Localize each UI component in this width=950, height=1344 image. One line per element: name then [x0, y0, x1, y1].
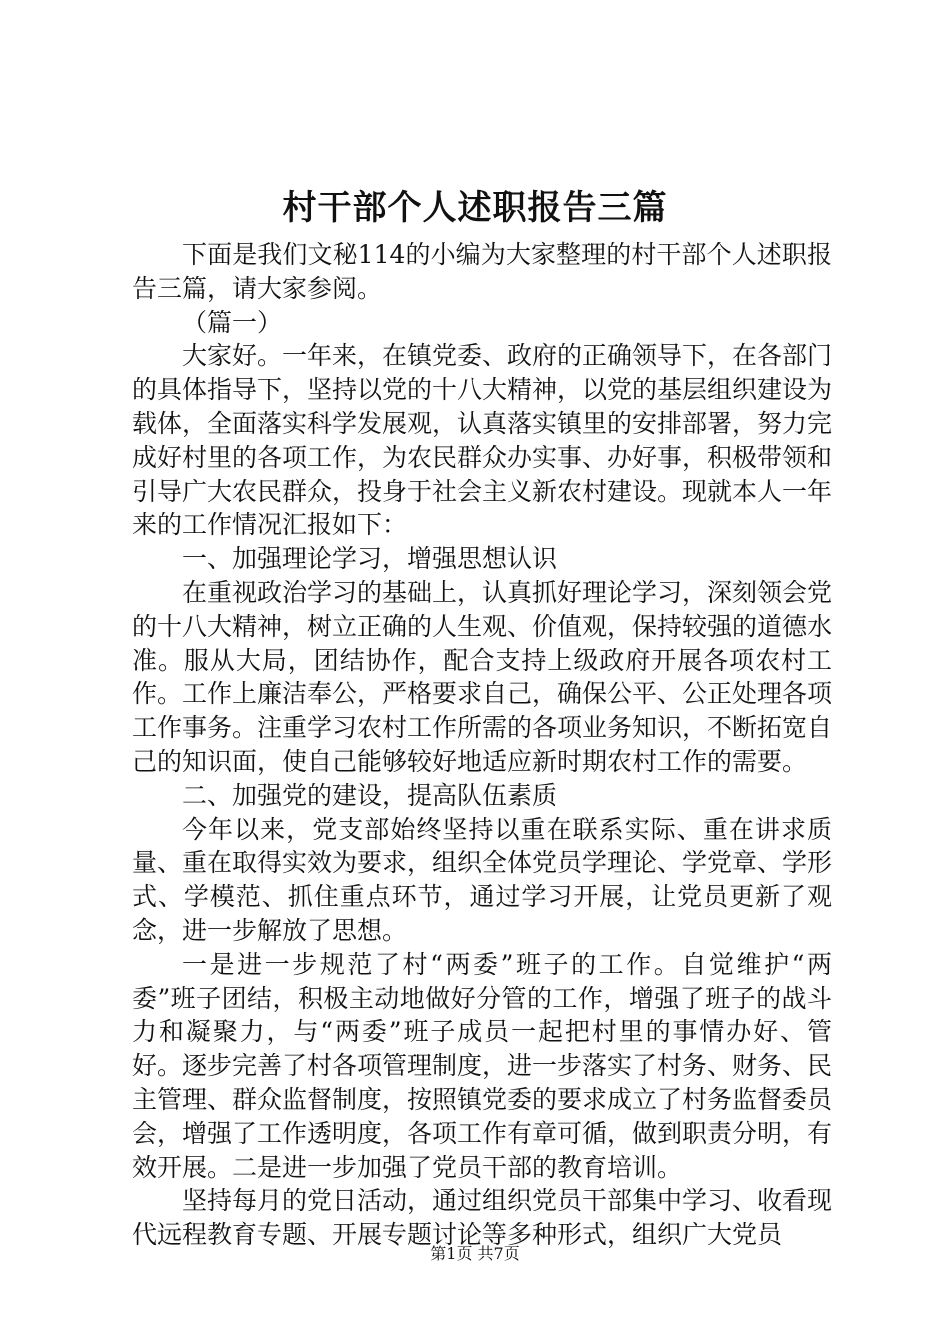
paragraph-party-building: 今年以来，党支部始终坚持以重在联系实际、重在讲求质量、重在取得实效为要求，组织全体党员学理论、学党章、学形式、学模范、抓住重点环节，通过学习开展，让党员更新了观念，进一步解放了思想。: [132, 814, 833, 945]
document-body: [132, 238, 832, 1252]
heading-section-two: 二、加强党的建设，提高队伍素质: [182, 780, 558, 810]
heading-section-one: 一、加强理论学习，增强思想认识: [182, 544, 558, 574]
paragraph-monthly-activity: 坚持每月的党日活动，通过组织党员干部集中学习、收看现代远程教育专题、开展专题讨论等多种形式，组织广大党员: [132, 1186, 833, 1250]
document-title: 村干部个人述职报告三篇: [282, 188, 668, 228]
paragraph-greeting: 大家好。一年来，在镇党委、政府的正确领导下，在各部门的具体指导下，坚持以党的十八大精神，以党的基层组织建设为载体，全面落实科学发展观，认真落实镇里的安排部署，努力完成好村里的各项工作，为农民群众办实事、办好事，积极带领和引导广大农民群众，投身于社会主义新农村建设。现就本人一年来的工作情况汇报如下：: [132, 341, 833, 540]
page-footer: 第1页 共7页: [430, 1244, 520, 1263]
paragraph-section-label: （篇一）: [182, 307, 283, 337]
paragraph-two-committees: 一是进一步规范了村“两委”班子的工作。自觉维护“两委”班子团结，积极主动地做好分管的工作，增强了班子的战斗力和凝聚力，与“两委”班子成员一起把村里的事情办好、管好。逐步完善了村各项管理制度，进一步落实了村务、财务、民主管理、群众监督制度，按照镇党委的要求成立了村务监督委员会，增强了工作透明度，各项工作有章可循，做到职责分明，有效开展。二是进一步加强了党员干部的教育培训。: [132, 949, 833, 1182]
paragraph-theory-study: 在重视政治学习的基础上，认真抓好理论学习，深刻领会党的十八大精神，树立正确的人生观、价值观，保持较强的道德水准。服从大局，团结协作，配合支持上级政府开展各项农村工作。工作上廉洁奉公，严格要求自己，确保公平、公正处理各项工作事务。注重学习农村工作所需的各项业务知识，不断拓宽自己的知识面，使自己能够较好地适应新时期农村工作的需要。: [132, 577, 833, 776]
paragraph-intro: 下面是我们文秘114的小编为大家整理的村干部个人述职报告三篇，请大家参阅。: [132, 240, 832, 303]
